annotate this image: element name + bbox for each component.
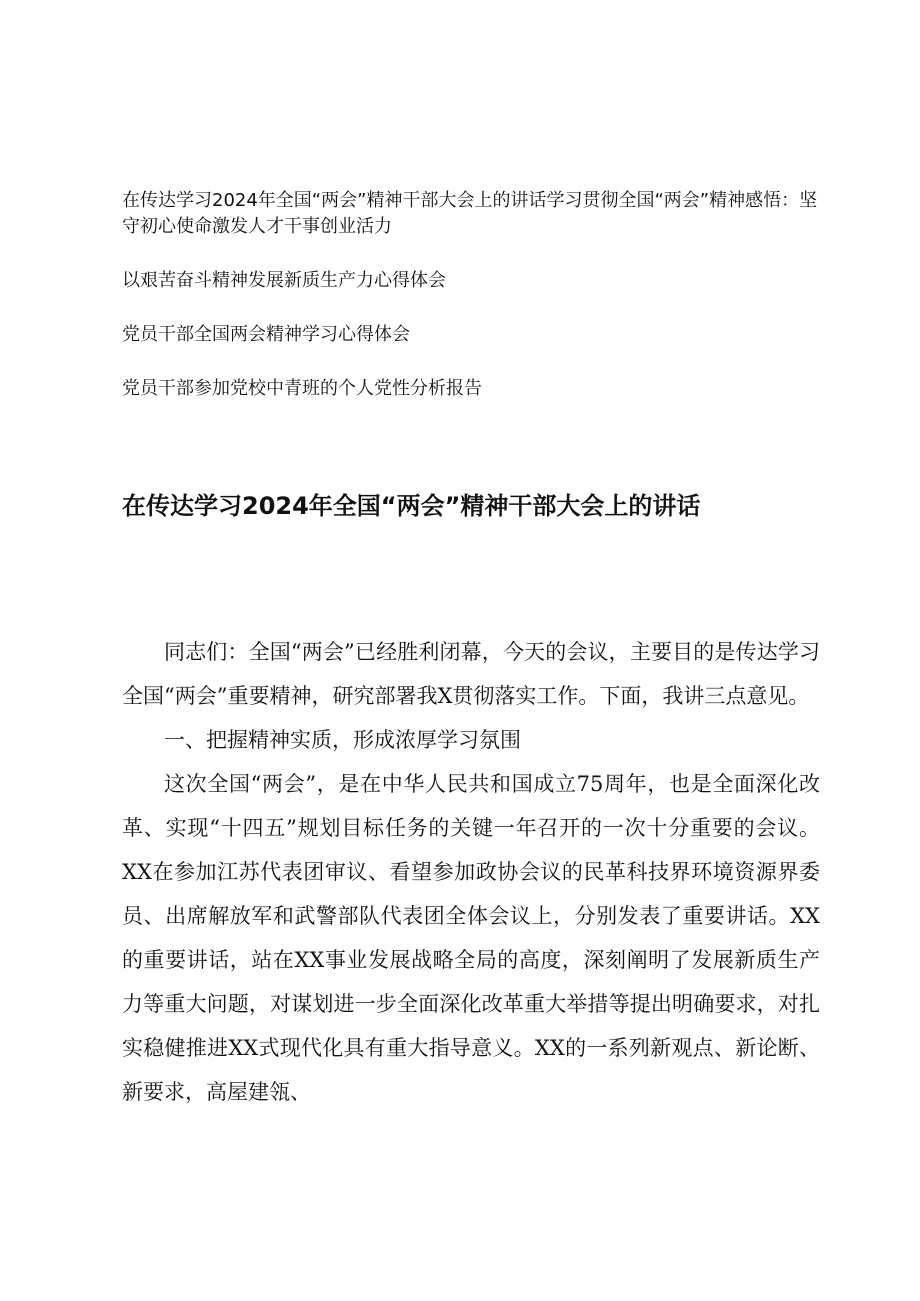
toc-item-3[interactable]: 党员干部全国两会精神学习心得体会 xyxy=(122,324,410,345)
paragraph-section-1: 这次全国“两会”，是在中华人民共和国成立75周年，也是全面深化改革、实现“十四五”规划目标任务的关键一年召开的一次十分重要的会议。XX在参加江苏代表团审议、看望参加政协会议的民革科技界环境资源界委员、出席解放军和武警部队代表团全体会议上，分别发表了重要讲话。XX的重要讲话，站在XX事业发展战略全局的高度，深刻阐明了发展新质生产力等重大问题，对谋划进一步全面深化改革重大举措等提出明确要求，对扎实稳健推进XX式现代化具有重大指导意义。XX的一系列新观点、新论断、新要求，高屋建瓴、 xyxy=(122,772,820,1104)
section-heading-1: 一、把握精神实质，形成浓厚学习氛围 xyxy=(164,728,521,752)
paragraph-opening: 同志们：全国“两会”已经胜利闭幕，今天的会议，主要目的是传达学习全国“两会”重要精神，研究部署我X贯彻落实工作。下面，我讲三点意见。 xyxy=(122,640,820,708)
table-of-contents xyxy=(122,188,822,402)
toc-item-2[interactable]: 以艰苦奋斗精神发展新质生产力心得体会 xyxy=(122,270,446,291)
toc-item-4[interactable]: 党员干部参加党校中青班的个人党性分析报告 xyxy=(122,378,482,399)
document-title: 在传达学习2024年全国“两会”精神干部大会上的讲话 xyxy=(122,492,701,520)
document-body xyxy=(122,630,820,1114)
toc-item-1[interactable]: 在传达学习2024年全国“两会”精神干部大会上的讲话学习贯彻全国“两会”精神感悟：坚守初心使命激发人才干事创业活力 xyxy=(122,190,818,237)
